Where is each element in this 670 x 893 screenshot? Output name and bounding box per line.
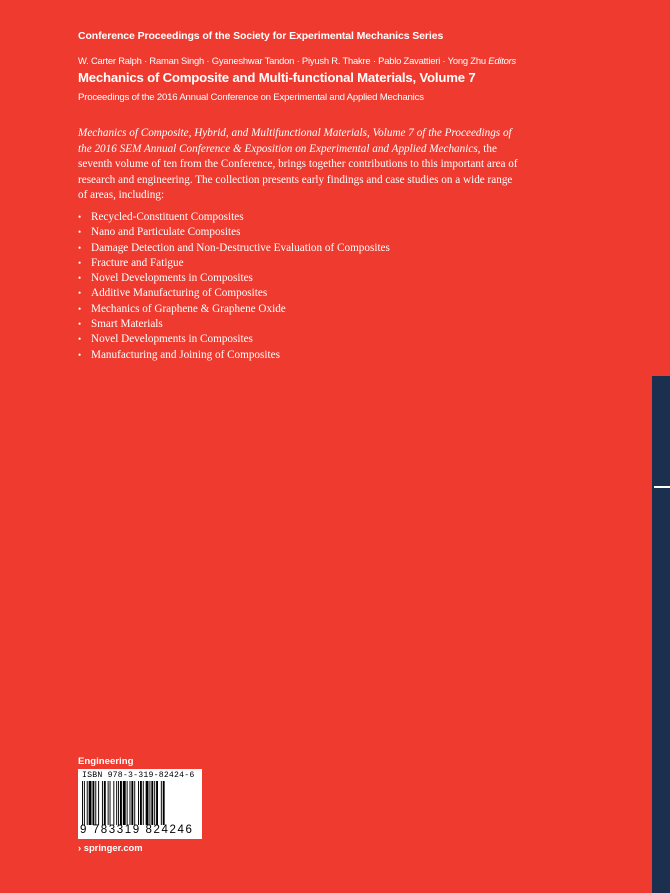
description-italic: Mechanics of Composite, Hybrid, and Multifunctional Materials, Volume 7 of the Proceedings of the 2016 SEM Annual Conference & Exposition on Experimental and Applied Mechanics, [78,127,512,155]
subject-category: Engineering [78,756,134,767]
isbn-label: ISBN 978-3-319-82424-6 [82,771,195,780]
spine-color-bar [652,376,670,893]
list-item: • Novel Developments in Composites [78,271,390,286]
list-item: • Mechanics of Graphene & Graphene Oxide [78,302,390,317]
list-item: • Novel Developments in Composites [78,332,390,347]
book-subtitle: Proceedings of the 2016 Annual Conference on Experimental and Applied Mechanics [78,92,424,103]
list-item: • Manufacturing and Joining of Composites [78,348,390,363]
list-item: • Recycled-Constituent Composites [78,210,390,225]
list-item: • Fracture and Fatigue [78,256,390,271]
spine-divider [654,486,670,488]
description-body: the seventh volume of ten from the Conference, brings together contributions to this important area of research and engineering. The collection presents early findings and case studies on a wide range of areas, including: [78,142,518,202]
list-item: • Additive Manufacturing of Composites [78,286,390,301]
barcode-number: 9 783319 824246 [80,824,194,836]
editors-line [78,55,516,66]
book-title: Mechanics of Composite and Multi-functional Materials, Volume 7 [78,70,476,85]
description [78,126,518,204]
editor-names: W. Carter Ralph · Raman Singh · Gyaneshwar Tandon · Piyush R. Thakre · Pablo Zavattieri · Yong Zhu [78,55,486,66]
list-item: • Smart Materials [78,317,390,332]
publisher-website-link[interactable]: › springer.com [78,842,143,853]
barcode-icon [82,781,198,825]
topics-list [78,210,390,363]
series-title: Conference Proceedings of the Society for Experimental Mechanics Series [78,30,444,42]
list-item: • Damage Detection and Non-Destructive Evaluation of Composites [78,241,390,256]
list-item: • Nano and Particulate Composites [78,225,390,240]
barcode-box [78,769,202,839]
editors-role: Editors [488,55,517,66]
